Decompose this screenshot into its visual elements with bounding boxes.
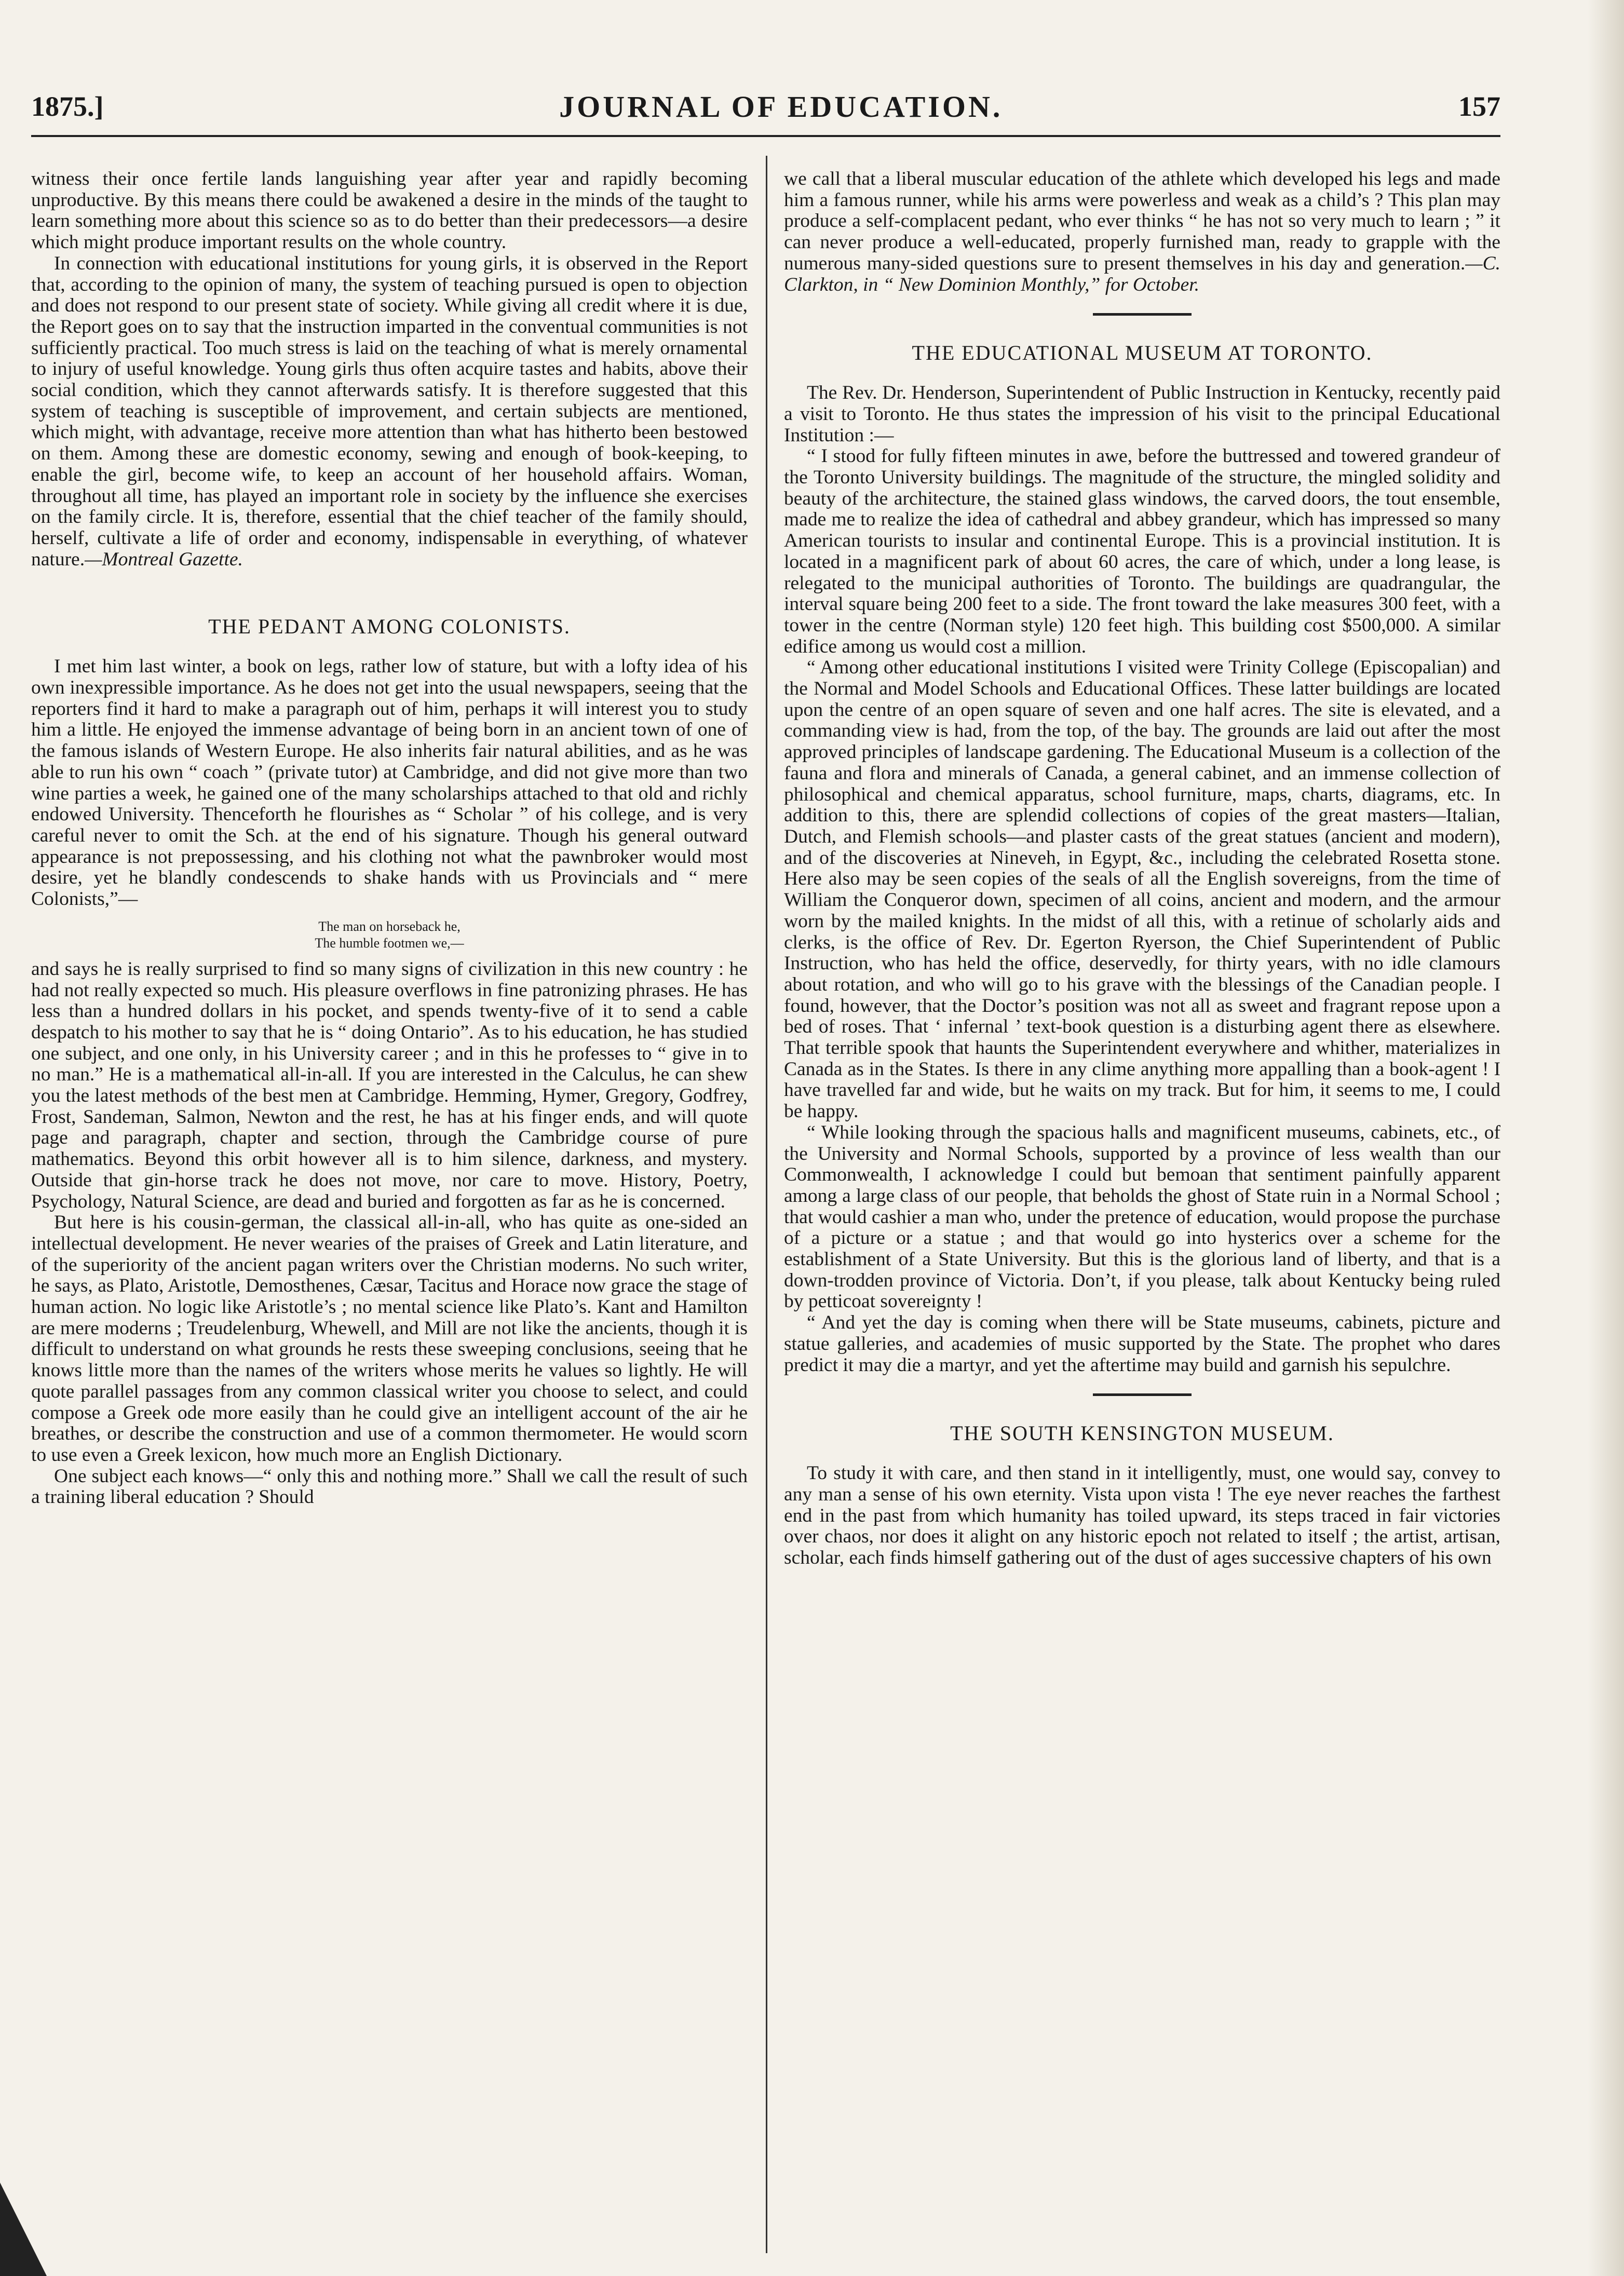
right-column bbox=[784, 169, 1500, 2253]
toronto-paragraph: “ And yet the day is coming when there will be State museums, cabinets, picture and statue galleries, and academies of music supported by the State. The prophet who dares predict it may die a martyr, and yet the aftertime may build and garnish his sepulchre. bbox=[784, 1312, 1500, 1376]
toronto-paragraph: “ Among other educational institutions I visited were Trinity College (Episcopalian) and the Normal and Model Schools and Educational Offices. These latter buildings are located upon the centre of an open square of seven and one half acres. The site is elevated, and a commanding view is had, from the top, of the bay. The grounds are laid out after the most approved principles of landscape gardening. The Educational Museum is a collection of the fauna and flora and minerals of Canada, a general cabinet, and an immense collection of philosophical and chemical apparatus, school furniture, maps, charts, diagrams, etc. In addition to this, there are splendid collections of copies of the great masters—Italian, Dutch, and Flemish schools—and plaster casts of the great statues (ancient and modern), and of the discoveries at Nineveh, in Egypt, &c., including the celebrated Rosetta stone. Here also may be seen copies of the seals of all the English sovereigns, from the time of William the Conqueror down, specimen of all coins, ancient and modern, and the armour worn by the mailed knights. In the midst of all this, with a retinue of scholarly aids and clerks, is the office of Rev. Dr. Egerton Ryerson, the Chief Superintendent of Public Instruction, who has held the office, deservedly, for thirty years, with no idle clamours about rotation, and who will go to his grave with the blessings of the Canadian people. I found, however, that the Doctor’s position was not all as sweet and fragrant repose upon a bed of roses. That ‘ infernal ’ text-book question is a disturbing agent there as elsewhere. That terrible spook that haunts the Superintendent everywhere and whither, materializes in Canada as in the States. Is there in any clime anything more appalling than a book-agent ! I have travelled far and wide, but he waits on my track. But for him, it seems to me, I could be happy. bbox=[784, 657, 1500, 1122]
section-title-toronto: THE EDUCATIONAL MUSEUM AT TORONTO. bbox=[912, 341, 1373, 365]
header-year: 1875.] bbox=[31, 91, 104, 122]
journal-title: JOURNAL OF EDUCATION. bbox=[559, 89, 1003, 124]
article-paragraph-text: In connection with educational institutions for young girls, it is observed in the Report that, according to the opinion of many, the system of teaching pursued is open to objection and does not respond to our present state of society. While giving all credit where it is due, the Report goes on to say that the instruction imparted in the conventual communities is not sufficiently practical. Too much stress is laid on the teaching of what is merely ornamental to injury of useful knowledge. Young girls thus often acquire tastes and habits, above their social condition, which they cannot afterwards satisfy. It is therefore suggested that this system of teaching is susceptible of improvement, and certain subjects are mentioned, which might, with advantage, receive more attention than what has hitherto been bestowed on them. Among these are domestic economy, sewing and enough of book-keeping, to enable the girl, become wife, to keep an account of her household affairs. Woman, throughout all time, has played an important role in society by the influence she exercises on the family circle. It is, therefore, essential that the chief teacher of the family should, herself, cultivate a life of order and economy, indispensable in everything, of whatever nature. bbox=[31, 252, 748, 570]
article-continuation-paragraph: witness their once fertile lands languishing year after year and rapidly becoming unproductive. By this means there could be awakened a desire in the minds of the taught to learn something more about this science so as to do better than their predecessors—a desire which might produce important results on the whole country. bbox=[31, 169, 748, 253]
toronto-paragraph: “ I stood for fully fifteen minutes in awe, before the buttressed and towered grandeur of the Toronto University buildings. The magnitude of the structure, the mingled solidity and beauty of the architecture, the stained glass windows, the carved doors, the tout ensemble, made me to realize the idea of cathedral and abbey grandeur, which has impressed so many American tourists to insular and continental Europe. This is a provincial institution. It is located in a magnificent park of about 60 acres, the care of which, under a long lease, is relegated to the municipal authorities of Toronto. The buildings are quadrangular, the interval square being 200 feet to a side. The front toward the lake measures 300 feet, with a tower in the centre (Norman style) 120 feet high. This building cost $500,000. A similar edifice among us would cost a million. bbox=[784, 445, 1500, 657]
verse-line-1: The man on horseback he, bbox=[318, 918, 461, 934]
pedant-continued-text: we call that a liberal muscular education of the athlete which developed his legs and made him a famous runner, while his arms were powerless and weak as a child’s ? This plan may produce a self-complacent pedant, who ever thinks “ he has not so very much to learn ; ” it can never produce a well-educated, properly furnished man, ready to grapple with the numerous many-sided questions sure to present themselves in his day and generation. bbox=[784, 169, 1500, 274]
page-number: 157 bbox=[1458, 91, 1500, 122]
section-title-pedant: THE PEDANT AMONG COLONISTS. bbox=[208, 615, 571, 639]
running-header bbox=[31, 78, 1500, 137]
article-paragraph bbox=[31, 253, 748, 571]
scan-page-edge bbox=[1588, 0, 1624, 2276]
left-column bbox=[31, 169, 748, 2253]
pedant-continued-paragraph bbox=[784, 169, 1500, 295]
kensington-paragraph-1: To study it with care, and then stand in it intelligently, must, one would say, convey to any man a sense of his own eternity. Vista upon vista ! The eye never reaches the farthest end in the past from which humanity has toiled upward, its steps traced in fair victories over chaos, nor does it alight on any historic epoch not related to itself ; the artist, artisan, scholar, each finds himself gathering out of the dust of ages successive chapters of his own bbox=[784, 1462, 1500, 1569]
pedant-paragraph-4: One subject each knows—“ only this and nothing more.” Shall we call the result of such a training liberal education ? Should bbox=[31, 1465, 748, 1508]
toronto-paragraph: The Rev. Dr. Henderson, Superintendent of Public Instruction in Kentucky, recently paid a visit to Toronto. He thus states the impression of his visit to the principal Educational Institution :— bbox=[784, 382, 1500, 446]
section-rule bbox=[1093, 313, 1192, 316]
section-title-kensington: THE SOUTH KENSINGTON MUSEUM. bbox=[950, 1421, 1334, 1445]
article-source: —Montreal Gazette. bbox=[85, 548, 243, 570]
verse-line-2: The humble footmen we,— bbox=[315, 935, 464, 951]
pedant-paragraph-1: I met him last winter, a book on legs, rather low of stature, but with a lofty idea of his own inexpressible importance. As he does not get into the usual newspapers, seeing that the reporters find it hard to make a paragraph out of him, perhaps it will interest you to study him a little. He enjoyed the immense advantage of being born in an ancient town of one of the famous islands of Western Europe. He also inherits fair natural abilities, and as he was able to run his own “ coach ” (private tutor) at Cambridge, and did not give more than two wine parties a week, he gained one of the many scholarships attached to that old and richly endowed University. Thenceforth he flourishes as “ Scholar ” of his college, and is very careful never to omit the Sch. at the end of his signature. Though his general outward appearance is not prepossessing, and his clothing not what the pawnbroker would most desire, yet he blandly condescends to shake hands with us Provincials and “ mere Colonists,”— bbox=[31, 656, 748, 910]
toronto-paragraph: “ While looking through the spacious halls and magnificent museums, cabinets, etc., of the University and Normal Schools, supported by a province of less wealth than our Commonwealth, I acknowledge I could but bemoan that sentiment painfully apparent among a large class of our people, that beholds the ghost of State ruin in a Normal School ; that would cashier a man who, under the pretence of education, would propose the purchase of a picture or a statue ; and that would go into hysterics over a scheme for the establishment of a State University. But this is the glorious land of liberty, and that is a down-trodden province of Victoria. Don’t, if you please, talk about Kentucky being ruled by petticoat sovereignty ! bbox=[784, 1121, 1500, 1312]
verse-quote bbox=[31, 918, 748, 952]
pedant-paragraph-2: and says he is really surprised to find so many signs of civilization in this new country : he had not really expected so much. His pleasure overflows in fine patronizing phrases. He has less than a hundred dollars in his pocket, and spends twenty-five of it to send a cable despatch to his mother to say that he is “ doing Ontario”. As to his education, he has studied one subject, and one only, in his University career ; and in this he professes to “ give in to no man.” He is a mathematical all-in-all. If you are interested in the Calculus, he can shew you the latest methods of the best men at Cambridge. Hemming, Hymer, Gregory, Godfrey, Frost, Sandeman, Salmon, Newton and the rest, he has at his finger ends, and will quote page and paragraph, chapter and section, through the Cambridge course of pure mathematics. Beyond this orbit however all is to him silence, darkness, and mystery. Outside that gin-horse track he does not move, nor care to move. History, Poetry, Psychology, Natural Science, are dead and buried and forgotten as far as he is concerned. bbox=[31, 958, 748, 1212]
section-rule bbox=[1093, 1393, 1192, 1396]
pedant-source: —C. Clarkton, in “ New Dominion Monthly,” for October. bbox=[784, 252, 1500, 295]
pedant-paragraph-3: But here is his cousin-german, the classical all-in-all, who has quite as one-sided an intellectual development. He never wearies of the praises of Greek and Latin literature, and of the superiority of the ancient pagan writers over the Christian moderns. No such writer, he says, as Plato, Aristotle, Demosthenes, Cæsar, Tacitus and Horace now grace the stage of human action. No logic like Aristotle’s ; no mental science like Plato’s. Kant and Hamilton are mere moderns ; Treudelenburg, Whewell, and Mill are not like the ancients, though it is difficult to understand on what grounds he rests these sweeping conclusions, seeing that he knows little more than the names of the writers whose merits he values so lightly. He will quote parallel passages from any common classical writer you choose to select, and could compose a Greek ode more easily than he could give an intelligent account of the air he breathes, or describe the construction and use of a common thermometer. He would scorn to use even a Greek lexicon, how much more an English Dictionary. bbox=[31, 1212, 748, 1466]
journal-page bbox=[31, 78, 1500, 2253]
column-divider bbox=[766, 156, 767, 2253]
